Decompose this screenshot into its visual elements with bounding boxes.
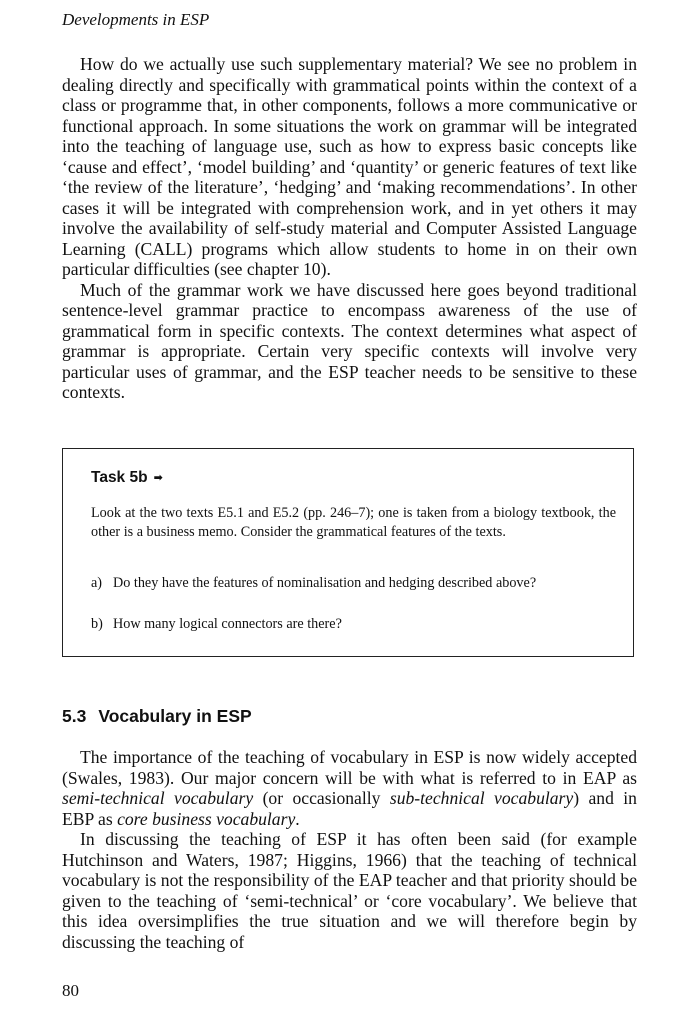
arrow-right-icon: ➡ xyxy=(153,472,163,484)
task-title xyxy=(91,469,163,487)
section-title: Vocabulary in ESP xyxy=(98,706,252,726)
question-label: b) xyxy=(91,616,103,632)
text-run: . xyxy=(295,808,300,829)
section-number: 5.3 xyxy=(62,706,87,726)
italic-term: semi-technical vocabulary xyxy=(62,788,254,808)
paragraph: How do we actually use such supplementary material? We see no problem in dealing directly and specifically with grammatical points within the context of a class or programme that, in other components, follows a more communicative or functional approach. In some situations the work on grammar will be integrated into the teaching of language use, such as how to express basic concepts like ‘cause and effect’, ‘model building’ and ‘quantity’ or generic features of text like ‘the review of the literature’, ‘hedging’ and ‘making recommendations’. In other cases it will be integrated with comprehension work, and in yet others it may involve the availability of self-study material and Computer Assisted Language Learning (CALL) programs which allow students to home in on their own particular difficulties (see chapter 10). xyxy=(62,54,637,279)
page-number: 80 xyxy=(62,981,79,1000)
question-text: Do they have the features of nominalisation and hedging described above? xyxy=(113,575,537,591)
task-title-text: Task 5b xyxy=(91,469,148,486)
question-label: a) xyxy=(91,575,103,591)
task-question xyxy=(91,574,616,593)
italic-term: sub-technical vocabulary xyxy=(389,788,574,808)
paragraph xyxy=(62,747,637,829)
task-instructions: Look at the two texts E5.1 and E5.2 (pp. 246–7); one is taken from a biology textbook, the other is a business memo. Consider the grammatical features of the texts. xyxy=(91,505,616,540)
text-run: The importance of the teaching of vocabulary in ESP is now widely accepted (Swales, 1983). Our major concern will be with what is referred to in EAP as xyxy=(62,747,637,788)
running-head: Developments in ESP xyxy=(62,10,210,29)
task-box xyxy=(62,448,634,657)
text-run: (or occasionally xyxy=(253,788,390,808)
text-run: ) and in EBP as xyxy=(62,788,637,829)
body-text-section-a xyxy=(62,54,637,403)
paragraph: Much of the grammar work we have discussed here goes beyond traditional sentence-level grammar practice to encompass awareness of the use of grammatical form in specific contexts. The context determines what aspect of grammar is appropriate. Certain very specific contexts will involve very particular uses of grammar, and the ESP teacher needs to be sensitive to these contexts. xyxy=(62,279,637,402)
task-question xyxy=(91,615,616,634)
section-heading xyxy=(62,706,252,727)
paragraph: In discussing the teaching of ESP it has often been said (for example Hutchinson and Waters, 1987; Higgins, 1966) that the teaching of technical vocabulary is not the responsibility of the EAP teacher and that priority should be given to the teaching of ‘semi-technical’ or ‘core vocabulary’. We believe that this idea oversimplifies the true situation and we will therefore begin by discussing the teaching of xyxy=(62,829,637,952)
body-text-section-b xyxy=(62,747,637,952)
question-text: How many logical connectors are there? xyxy=(113,616,342,632)
italic-term: core business vocabulary xyxy=(117,808,296,829)
